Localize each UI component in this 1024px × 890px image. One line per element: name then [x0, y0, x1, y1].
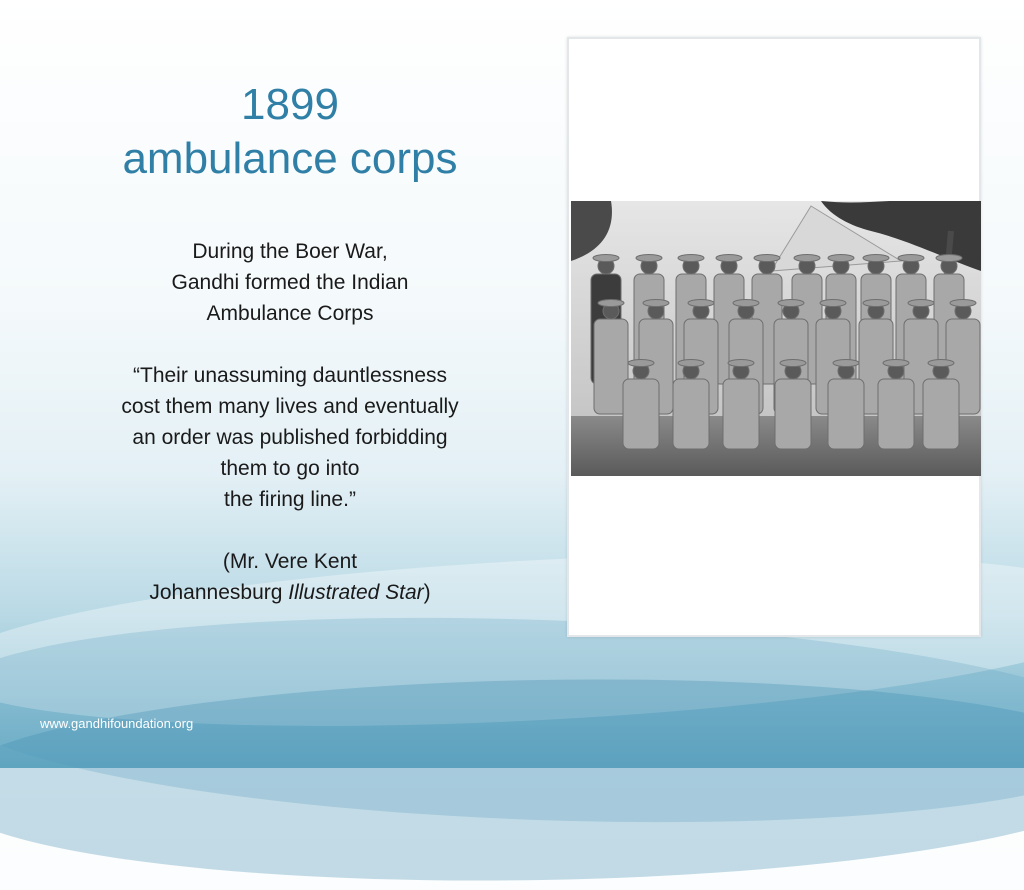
attribution-author: (Mr. Vere Kent [222, 550, 358, 573]
attribution-source [60, 577, 520, 608]
attribution-prefix: Johannesburg [149, 581, 289, 604]
publication-name: Illustrated Star [288, 581, 424, 604]
attribution-suffix: ) [423, 581, 431, 604]
quote-paragraph [60, 360, 520, 515]
photo-illustration [571, 201, 981, 476]
quote-line: an order was published forbidding [132, 426, 448, 449]
footer-url: www.gandhifoundation.org [40, 716, 194, 731]
slide-body [60, 236, 520, 639]
quote-line: the firing line.” [224, 488, 356, 511]
intro-line: Gandhi formed the Indian [171, 271, 409, 294]
intro-line: During the Boer War, [192, 240, 388, 263]
quote-line: cost them many lives and eventually [121, 395, 459, 418]
intro-paragraph [60, 236, 520, 329]
group-photo [571, 201, 981, 476]
attribution [60, 546, 520, 608]
quote-line: “Their unassuming dauntlessness [133, 364, 447, 387]
title-year: 1899 [241, 80, 339, 129]
intro-line: Ambulance Corps [206, 302, 374, 325]
photo-frame [567, 37, 981, 637]
title-subject: ambulance corps [122, 134, 458, 183]
quote-line: them to go into [220, 457, 360, 480]
slide-title [60, 78, 520, 186]
